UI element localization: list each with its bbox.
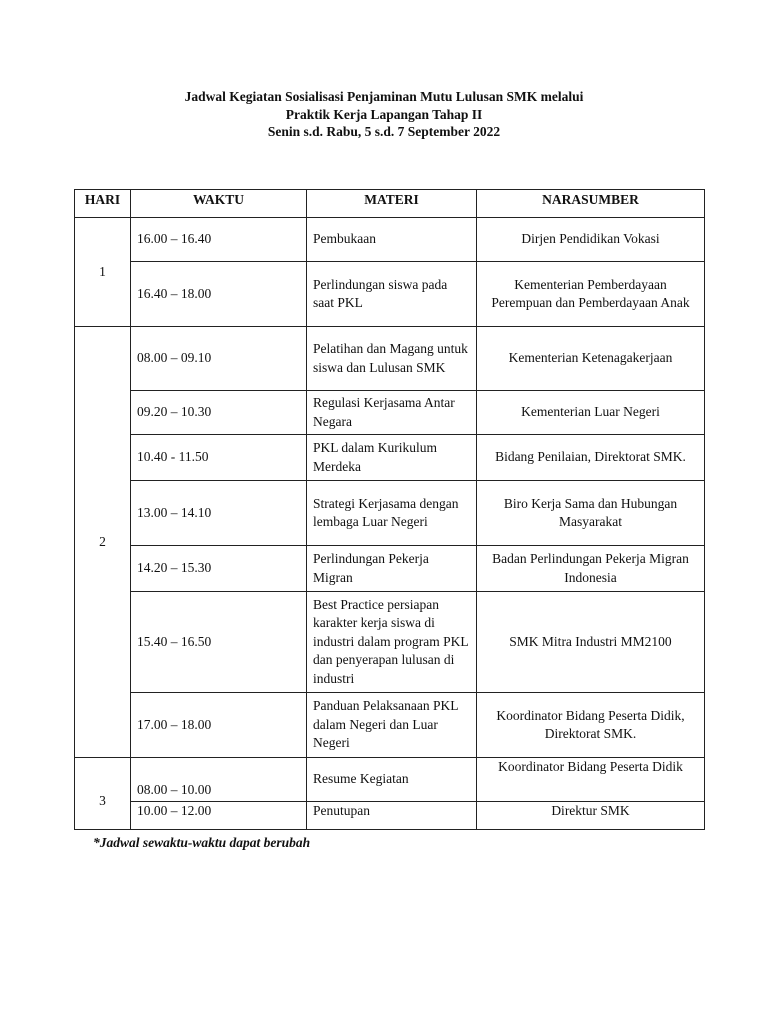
title-line-2: Praktik Kerja Lapangan Tahap II [285, 106, 483, 122]
speaker-cell: Biro Kerja Sama dan Hubungan Masyarakat [477, 481, 705, 546]
table-row [75, 758, 705, 802]
title-line-1: Jadwal Kegiatan Sosialisasi Penjaminan Mutu Lulusan SMK melalui [184, 89, 584, 104]
time-cell: 08.00 – 09.10 [131, 327, 307, 391]
topic-cell: PKL dalam Kurikulum Merdeka [307, 435, 477, 481]
topic-cell: Perlindungan Pekerja Migran [307, 546, 477, 592]
day-cell: 1 [75, 218, 131, 327]
speaker-cell: Koordinator Bidang Peserta Didik, Direktorat SMK. [477, 693, 705, 758]
table-row [75, 802, 705, 830]
topic-cell: Resume Kegiatan [307, 758, 477, 802]
time-cell: 16.40 – 18.00 [131, 262, 307, 327]
table-row [75, 262, 705, 327]
table-row [75, 592, 705, 693]
table-row [75, 218, 705, 262]
time-cell: 10.00 – 12.00 [131, 802, 307, 830]
speaker-cell: Dirjen Pendidikan Vokasi [477, 218, 705, 262]
table-row [75, 391, 705, 435]
speaker-cell: Badan Perlindungan Pekerja Migran Indonesia [477, 546, 705, 592]
document-title [0, 88, 768, 141]
topic-cell: Pembukaan [307, 218, 477, 262]
topic-cell: Panduan Pelaksanaan PKL dalam Negeri dan Luar Negeri [307, 693, 477, 758]
header-hari: HARI [75, 190, 131, 218]
speaker-cell: Koordinator Bidang Peserta Didik [477, 758, 705, 802]
table-row [75, 435, 705, 481]
day-cell: 3 [75, 758, 131, 830]
time-cell: 08.00 – 10.00 [131, 758, 307, 802]
time-cell: 13.00 – 14.10 [131, 481, 307, 546]
table-row [75, 546, 705, 592]
speaker-cell: Kementerian Pemberdayaan Perempuan dan Pemberdayaan Anak [477, 262, 705, 327]
time-cell: 15.40 – 16.50 [131, 592, 307, 693]
speaker-cell: Kementerian Ketenagakerjaan [477, 327, 705, 391]
topic-cell: Penutupan [307, 802, 477, 830]
header-narasumber: NARASUMBER [477, 190, 705, 218]
table-header-row [75, 190, 705, 218]
table-row [75, 327, 705, 391]
header-waktu: WAKTU [131, 190, 307, 218]
topic-cell: Regulasi Kerjasama Antar Negara [307, 391, 477, 435]
time-cell: 09.20 – 10.30 [131, 391, 307, 435]
schedule-note: *Jadwal sewaktu-waktu dapat berubah [93, 835, 311, 850]
speaker-cell: SMK Mitra Industri MM2100 [477, 592, 705, 693]
speaker-cell: Bidang Penilaian, Direktorat SMK. [477, 435, 705, 481]
topic-cell: Best Practice persiapan karakter kerja siswa di industri dalam program PKL dan penyerapan lulusan di industri [307, 592, 477, 693]
table-row [75, 481, 705, 546]
day-cell: 2 [75, 327, 131, 758]
table-row [75, 693, 705, 758]
topic-cell: Strategi Kerjasama dengan lembaga Luar Negeri [307, 481, 477, 546]
time-cell: 16.00 – 16.40 [131, 218, 307, 262]
title-line-3: Senin s.d. Rabu, 5 s.d. 7 September 2022 [267, 124, 501, 139]
topic-cell: Perlindungan siswa pada saat PKL [307, 262, 477, 327]
topic-cell: Pelatihan dan Magang untuk siswa dan Lulusan SMK [307, 327, 477, 391]
schedule-table [74, 189, 705, 830]
speaker-cell: Direktur SMK [477, 802, 705, 830]
speaker-cell: Kementerian Luar Negeri [477, 391, 705, 435]
header-materi: MATERI [307, 190, 477, 218]
time-cell: 17.00 – 18.00 [131, 693, 307, 758]
time-cell: 10.40 - 11.50 [131, 435, 307, 481]
time-cell: 14.20 – 15.30 [131, 546, 307, 592]
